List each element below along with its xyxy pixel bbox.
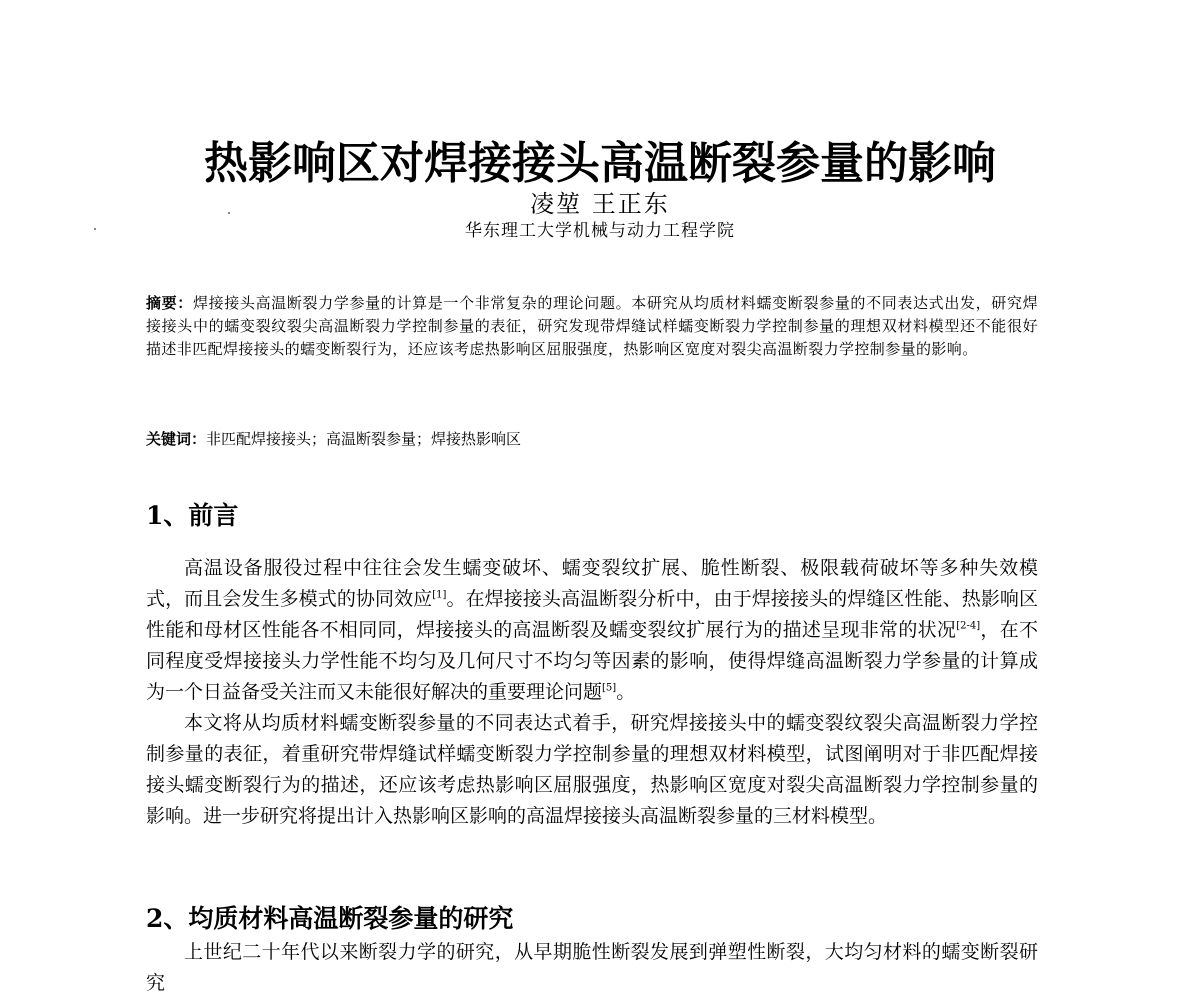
citation-ref: [2-4] [956,620,981,632]
section-2-paragraph-1: 上世纪二十年代以来断裂力学的研究，从早期脆性断裂发展到弹塑性断裂，大均匀材料的蠕变断裂研究 [146,941,1038,994]
keywords-label: 关键词： [146,430,207,448]
section-1-body [146,553,1038,832]
abstract-text: 焊接接头高温断裂力学参量的计算是一个非常复杂的理论问题。本研究从均质材料蠕变断裂参量的不同表达式出发，研究焊接接头中的蠕变裂纹裂尖高温断裂力学控制参量的表征，研究发现带焊缝试样蠕变断裂力学控制参量的理想双材料模型还不能很好描述非匹配焊接接头的蠕变断裂行为，还应该考虑热影响区屈服强度，热影响区宽度对裂尖高温断裂力学控制参量的影响。 [146,294,1039,358]
paper-title: 热影响区对焊接接头高温断裂参量的影响 [204,138,996,189]
paper-affiliation: 华东理工大学机械与动力工程学院 [465,221,735,241]
section-2-body [146,937,1038,999]
text-run: ，在不同程度受焊接接头力学性能不均匀及几何尺寸不均匀等因素的影响，使得焊缝高温断裂力学参量的计算成为一个日益备受关注而又未能很好解决的重要理论问题 [146,619,1038,703]
paper-authors: 凌堃 王正东 [530,190,670,218]
text-run: 。在焊接接头高温断裂分析中，由于焊接接头的焊缝区性能、热影响区性能和母材区性能各不相同同，焊接接头的高温断裂及蠕变裂纹扩展行为的描述呈现非常的状况 [146,588,1038,641]
abstract-label: 摘要： [146,294,193,312]
abstract [146,292,1038,361]
section-1-paragraph-1 [146,553,1038,708]
text-run: 高温设备服役过程中往往会发生蠕变破坏、蠕变裂纹扩展、脆性断裂、极限载荷破坏等多种失效模式，而且会发生多模式的协同效应 [146,557,1038,610]
citation-ref: [1] [432,589,447,601]
section-2-heading: 2、均质材料高温断裂参量的研究 [146,904,514,933]
citation-ref: [5] [602,682,617,694]
text-run: 。 [616,681,636,703]
section-1-paragraph-2: 本文将从均质材料蠕变断裂参量的不同表达式着手，研究焊接接头中的蠕变裂纹裂尖高温断裂力学控制参量的表征，着重研究带焊缝试样蠕变断裂力学控制参量的理想双材料模型，试图阐明对于非匹配焊接接头蠕变断裂行为的描述，还应该考虑热影响区屈服强度，热影响区宽度对裂尖高温断裂力学控制参量的影响。进一步研究将提出计入热影响区影响的高温焊接接头高温断裂参量的三材料模型。 [146,712,1038,827]
keywords [146,428,1038,450]
keywords-text: 非匹配焊接接头；高温断裂参量；焊接热影响区 [206,430,522,448]
section-1-heading: 1、前言 [146,501,239,530]
